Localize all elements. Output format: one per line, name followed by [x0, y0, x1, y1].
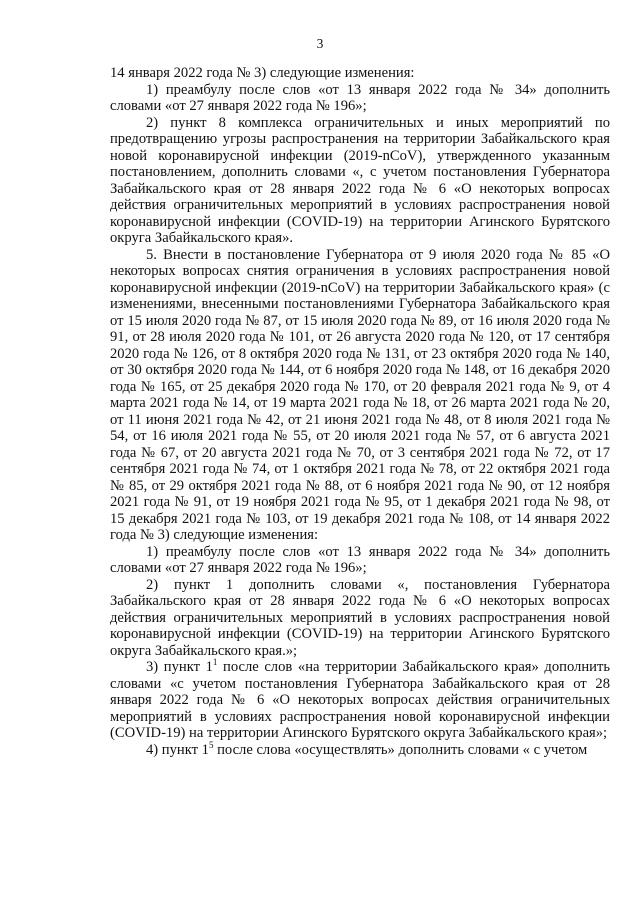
item-3-prefix: 3) пункт 1 — [146, 659, 213, 675]
item-3-text: после слов «на территории Забайкальского края» дополнить словами «с учетом постановления Губернатора Забайкальского края от 28 января 2022 года № 6 «О некоторых вопросах действия ограничительных мероприятий в условиях распространения новой коронавирусной инфекции (COVID-19) на территории Агинского Бурятского округа Забайкальского края»; — [110, 659, 610, 741]
page-number: 3 — [316, 36, 324, 51]
item-4-superscript: 5 — [208, 739, 214, 750]
paragraph-section-5-item-3 — [110, 659, 610, 742]
paragraph-continuation: 14 января 2022 года № 3) следующие изменения: — [110, 65, 415, 81]
paragraph-section-5-item-1: 1) преамбулу после слов «от 13 января 2022 года № 34» дополнить словами «от 27 января 2022 года № 196»; — [110, 543, 610, 576]
document-body — [110, 65, 610, 758]
item-4-text: после слова «осуществлять» дополнить словами « с учетом — [213, 741, 588, 758]
paragraph-section-5-item-4 — [110, 739, 610, 759]
paragraph-item-1-preamble: 1) преамбулу после слов «от 13 января 2022 года № 34» дополнить словами «от 27 января 2022 года № 196»; — [110, 81, 610, 114]
paragraph-section-5: 5. Внести в постановление Губернатора от 9 июля 2020 года № 85 «О некоторых вопросах снятия ограничения в условиях распространения новой коронавирусной инфекции (2019-nCoV) на территории Забайкальского края» (с изменениями, внесенными постановлениями Губернатора Забайкальского края от 15 июля 2020 года № 87, от 15 июля 2020 года № 89, от 16 июля 2020 года № 91, от 28 июля 2020 года № 101, от 26 августа 2020 года № 120, от 17 сентября 2020 года № 126, от 8 октября 2020 года № 131, от 23 октября 2020 года № 140, от 30 октября 2020 года № 144, от 6 ноября 2020 года № 148, от 16 декабря 2020 года № 165, от 25 декабря 2020 года № 170, от 20 февраля 2021 года № 9, от 4 марта 2021 года № 14, от 19 марта 2021 года № 18, от 26 марта 2021 года № 20, от 11 июня 2021 года № 42, от 21 июня 2021 года № 48, от 8 июля 2021 года № 54, от 16 июля 2021 года № 55, от 20 июля 2021 года № 57, от 6 августа 2021 года № 67, от 20 августа 2021 года № 70, от 3 сентября 2021 года № 72, от 17 сентября 2021 года № 74, от 1 октября 2021 года № 78, от 22 октября 2021 года № 85, от 29 октября 2021 года № 88, от 6 ноября 2021 года № 90, от 12 ноября 2021 года № 91, от 19 ноября 2021 года № 95, от 1 декабря 2021 года № 98, от 15 декабря 2021 года № 103, от 19 декабря 2021 года № 108, от 14 января 2022 года № 3) следующие изменения: — [110, 246, 610, 543]
paragraph-section-5-item-2: 2) пункт 1 дополнить словами «, постановления Губернатора Забайкальского края от 28 января 2022 года № 6 «О некоторых вопросах действия ограничительных мероприятий в условиях распространения новой коронавирусной инфекции (COVID-19) на территории Агинского Бурятского округа Забайкальского края.»; — [110, 576, 610, 659]
item-3-superscript: 1 — [212, 657, 218, 667]
item-4-prefix: 4) пункт 1 — [146, 741, 209, 758]
paragraph-item-2-point-8: 2) пункт 8 комплекса ограничительных и иных мероприятий по предотвращению угрозы распространения на территории Забайкальского края новой коронавирусной инфекции (2019-nCoV), утвержденного указанным постановлением, дополнить словами «, с учетом постановления Губернатора Забайкальского края от 28 января 2022 года № 6 «О некоторых вопросах действия ограничительных мероприятий в условиях распространения новой коронавирусной инфекции (COVID-19) на территории Агинского Бурятского округа Забайкальского края». — [110, 114, 610, 246]
